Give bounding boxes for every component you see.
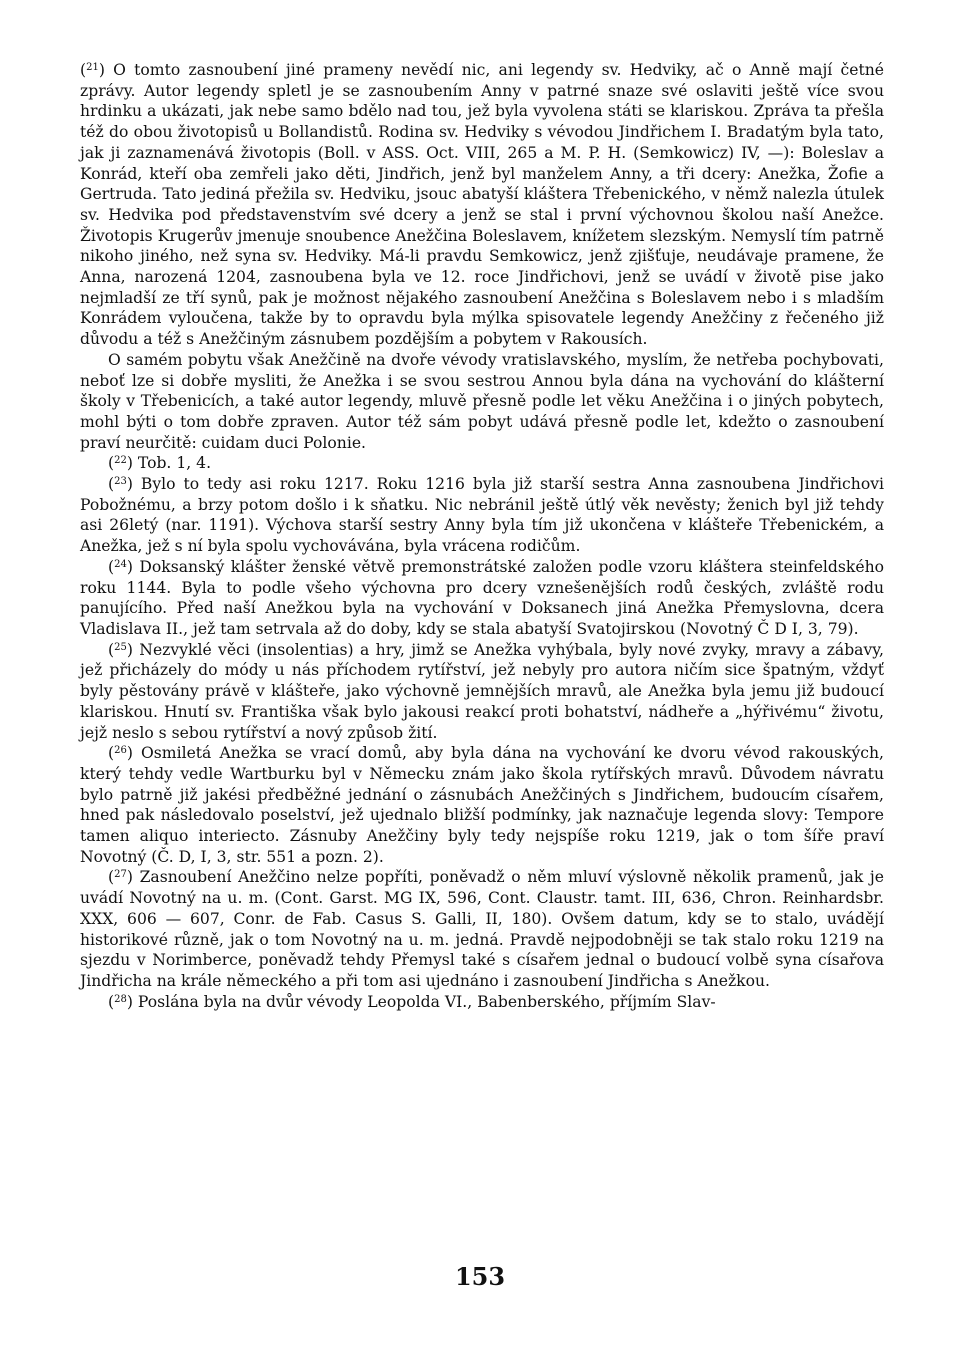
footnote-text: Poslána byla na dvůr vévody Leopolda VI., Babenberského, příjmím Slav-	[137, 992, 716, 1011]
footnotes	[80, 60, 884, 1012]
footnote-paragraph: ($^{22}$) Tob. 1, 4.	[108, 454, 212, 473]
footnote-number: 26	[114, 745, 127, 757]
footnote-paragraph: ($^{21}$) O tomto zasnoubení jiné prameny nevědí nic, ani legendy sv. Hedviky, ač o Anně mají četné zprávy. Autor legendy spletl je se zasnoubením Anny v patrné snaze své oslaviti ještě více svou hrdinku a ukázati, jak nebe samo bdělo nad tou, jež byla vyvolena státi se klariskou. Zpráva ta přešla též do obou životopisů u Bollandistů. Rodina sv. Hedviky s vévodou Jindřichem I. Bradatým byla tato, jak ji zaznamenává životopis (Boll. v ASS. Oct. VIII, 265 a M. P. H. (Semkowicz) IV, —): Boleslav a Konrád, kteří oba zemřeli jako děti, Jindřich, jenž byl manželem Anny, a tři dcery: Anežka, Žofie a Gertruda. Tato jediná přežila sv. Hedviku, jsouc abatyší kláštera Třebenického, v němž nalezla útulek sv. Hedvika pod představenstvím své dcery a jenž se stal i první výchovnou školou naší Anežce. Životopis Krugerův jmenuje snoubence Anežčina Boleslavem, knížetem slezským. Nemyslí tím patrně nikoho jiného, než syna sv. Hedviky. Má-li pravdu Semkowicz, jenž zjišťuje, neudávaje pramene, že Anna, narozená 1204, zasnoubena byla ve 12. roce Jindřichovi, jenž se uvádí v životě pise jako nejmladší ze tří synů, pak je možnost nějakého zasnoubení Anežčina s Boleslavem nebo i s mladším Konrádem vyloučena, takže by to opravdu byla mýlka spisovatele legendy Anežčiny z řečeného již důvodu a též s Anežčiným zásnubem pozdějším a pobytem v Rakousích.	[80, 61, 884, 349]
footnote-number: 28	[114, 993, 127, 1005]
footnote-number: 25	[114, 641, 127, 653]
footnote-number: 23	[114, 476, 127, 488]
footnote-text: O samém pobytu však Anežčině na dvoře vévody vratislavského, myslím, že netřeba pochybovati, neboť lze si dobře mysliti, že Anežka i se svou sestrou Annou byla dána na vychování do klášterní školy v Třebenicích, a také autor legendy, mluvě přesně podle let věku Anežčina i o jiných pobytech, mohl býti o tom dobře zpraven. Autor též sám pobyt udává přesně podle let, kdežto o zasnoubení praví neurčitě: cuidam duci Polonie.	[80, 350, 884, 452]
footnote-text: Bylo to tedy asi roku 1217. Roku 1216 byla již starší sestra Anna zasnoubena Jindřichovi Pobožnému, a brzy potom došlo i k sňatku. Nic nebránil ještě útlý věk nevěsty; ženich byl již tehdy asi 26letý (nar. 1191). Výchova starší sestry Anny byla tím již ukončena v klášteře Třebenickém, a Anežka, jež s ní byla spolu vychovávána, byla vrácena rodičům.	[80, 475, 885, 556]
footnote-text: Doksanský klášter ženské větvě premonstrátské založen podle vzoru kláštera steinfeldského roku 1144. Byla to podle všeho výchovna pro dcery vznešenějších rodů českých, zvláště rodu panujícího. Před naší Anežkou byla na vychování v Doksanech jiná Anežka Přemyslovna, dcera Vladislava II., jež tam setrvala až do doby, kdy se stala abatyší Svatojirskou (Novotný Č D I, 3, 79).	[80, 557, 885, 638]
footnote-number: 22	[114, 455, 127, 467]
footnote-paragraph: ($^{24}$) Doksanský klášter ženské větvě premonstrátské založen podle vzoru kláštera steinfeldského roku 1144. Byla to podle všeho výchovna pro dcery vznešenějších rodů českých, zvláště rodu panujícího. Před naší Anežkou byla na vychování v Doksanech jiná Anežka Přemyslovna, dcera Vladislava II., jež tam setrvala až do doby, kdy se stala abatyší Svatojirskou (Novotný Č D I, 3, 79).	[80, 557, 885, 638]
footnote-paragraph: ($^{26}$) Osmiletá Anežka se vrací domů, aby byla dána na vychování ke dvoru vévod rakouských, který tehdy vedle Wartburku byl v Německu znám jako škola rytířských mravů. Důvodem návratu bylo patrně již jakési předběžné jednání o zásnubách Anežčiných s Jindřichem, budoucím císařem, hned pak následovalo poselství, jež ujednalo bližší podmínky, jak naznačuje legenda slovy: Tempore tamen aliquo interiecto. Zásnuby Anežčiny byly tedy nejspíše roku 1219, jak o tom šíře praví Novotný (Č. D, I, 3, str. 551 a pozn. 2).	[80, 744, 884, 866]
footnote-number: 21	[86, 62, 99, 73]
footnote-text: O tomto zasnoubení jiné prameny nevědí nic, ani legendy sv. Hedviky, ač o Anně mají četné zprávy. Autor legendy spletl je se zasnoubením Anny v patrné snaze své oslaviti ještě více svou hrdinku a ukázati, jak nebe samo bdělo nad tou, jež byla vyvolena státi se klariskou. Zpráva ta přešla též do obou životopisů u Bollandistů. Rodina sv. Hedviky s vévodou Jindřichem I. Bradatým byla tato, jak ji zaznamenává životopis (Boll. v ASS. Oct. VIII, 265 a M. P. H. (Semkowicz) IV, —): Boleslav a Konrád, kteří oba zemřeli jako děti, Jindřich, jenž byl manželem Anny, a tři dcery: Anežka, Žofie a Gertruda. Tato jediná přežila sv. Hedviku, jsouc abatyší kláštera Třebenického, v němž nalezla útulek sv. Hedvika pod představenstvím své dcery a jenž se stal i první výchovnou školou naší Anežce. Životopis Krugerův jmenuje snoubence Anežčina Boleslavem, knížetem slezským. Nemyslí tím patrně nikoho jiného, než syna sv. Hedviky. Má-li pravdu Semkowicz, jenž zjišťuje, neudávaje pramene, že Anna, narozená 1204, zasnoubena byla ve 12. roce Jindřichovi, jenž se uvádí v životě pise jako nejmladší ze tří synů, pak je možnost nějakého zasnoubení Anežčina s Boleslavem nebo i s mladším Konrádem vyloučena, takže by to opravdu byla mýlka spisovatele legendy Anežčiny z řečeného již důvodu a též s Anežčiným zásnubem pozdějším a pobytem v Rakousích.	[80, 61, 884, 349]
footnote-text: Osmiletá Anežka se vrací domů, aby byla dána na vychování ke dvoru vévod rakouských, který tehdy vedle Wartburku byl v Německu znám jako škola rytířských mravů. Důvodem návratu bylo patrně již jakési předběžné jednání o zásnubách Anežčiných s Jindřichem, budoucím císařem, hned pak následovalo poselství, jež ujednalo bližší podmínky, jak naznačuje legenda slovy: Tempore tamen aliquo interiecto. Zásnuby Anežčiny byly tedy nejspíše roku 1219, jak o tom šíře praví Novotný (Č. D, I, 3, str. 551 a pozn. 2).	[80, 744, 884, 866]
footnote-text: Nezvyklé věci (insolentias) a hry, jimž se Anežka vyhýbala, byly nové zvyky, mravy a zábavy, jež přicházely do módy u nás příchodem rytířství, jež nebyly pro autora ničím sice špatným, vždyť byly pěstovány právě v klášteře, jako výchovně jemnějších mravů, ale Anežka byla jemu již budoucí klariskou. Hnutí sv. Františka však bylo jakousi reakcí proti bohatství, nádheře a „hýřivému“ životu, jejž neslo s sebou rytířství a nový způsob žití.	[80, 640, 884, 742]
footnote-number: 24	[114, 558, 127, 570]
footnote-paragraph	[80, 350, 884, 454]
footnote-number: 27	[114, 869, 127, 881]
page-number: 153	[454, 1262, 506, 1291]
footnote-paragraph: ($^{25}$) Nezvyklé věci (insolentias) a hry, jimž se Anežka vyhýbala, byly nové zvyky, mravy a zábavy, jež přicházely do módy u nás příchodem rytířství, jež nebyly pro autora ničím sice špatným, vždyť byly pěstovány právě v klášteře, jako výchovně jemnějších mravů, ale Anežka byla jemu již budoucí klariskou. Hnutí sv. Františka však bylo jakousi reakcí proti bohatství, nádheře a „hýřivému“ životu, jejž neslo s sebou rytířství a nový způsob žití.	[80, 640, 884, 742]
footnote-paragraph: ($^{27}$) Zasnoubení Anežčino nelze popříti, poněvadž o něm mluví výslovně několik pramenů, jak je uvádí Novotný na u. m. (Cont. Garst. MG IX, 596, Cont. Claustr. tamt. III, 636, Chron. Reinhardsbr. XXX, 606 — 607, Conr. de Fab. Casus S. Galli, II, 180). Ovšem datum, kdy se to stalo, uvádějí historikové různě, jak o tom Novotný na u. m. jedná. Pravdě nejpodobněji se tak stalo roku 1219 na sjezdu v Norimberce, poněvadž tehdy Přemysl také s císařem jednal o budoucí volbě syna císařova Jindřicha na krále německého a při tom asi ujednáno i zasnoubení Jindřicha s Anežkou.	[80, 868, 884, 990]
footnote-text: Zasnoubení Anežčino nelze popříti, poněvadž o něm mluví výslovně několik pramenů, jak je uvádí Novotný na u. m. (Cont. Garst. MG IX, 596, Cont. Claustr. tamt. III, 636, Chron. Reinhardsbr. XXX, 606 — 607, Conr. de Fab. Casus S. Galli, II, 180). Ovšem datum, kdy se to stalo, uvádějí historikové různě, jak o tom Novotný na u. m. jedná. Pravdě nejpodobněji se tak stalo roku 1219 na sjezdu v Norimberce, poněvadž tehdy Přemysl také s císařem jednal o budoucí volbě syna císařova Jindřicha na krále německého a při tom asi ujednáno i zasnoubení Jindřicha s Anežkou.	[80, 868, 884, 990]
footnote-paragraph: ($^{28}$) Poslána byla na dvůr vévody Leopolda VI., Babenberského, příjmím Slav-	[108, 992, 716, 1011]
footnote-paragraph: ($^{23}$) Bylo to tedy asi roku 1217. Roku 1216 byla již starší sestra Anna zasnoubena Jindřichovi Pobožnému, a brzy potom došlo i k sňatku. Nic nebránil ještě útlý věk nevěsty; ženich byl již tehdy asi 26letý (nar. 1191). Výchova starší sestry Anny byla tím již ukončena v klášteře Třebenickém, a Anežka, jež s ní byla spolu vychovávána, byla vrácena rodičům.	[80, 475, 885, 556]
footnote-text: Tob. 1, 4.	[137, 454, 212, 473]
